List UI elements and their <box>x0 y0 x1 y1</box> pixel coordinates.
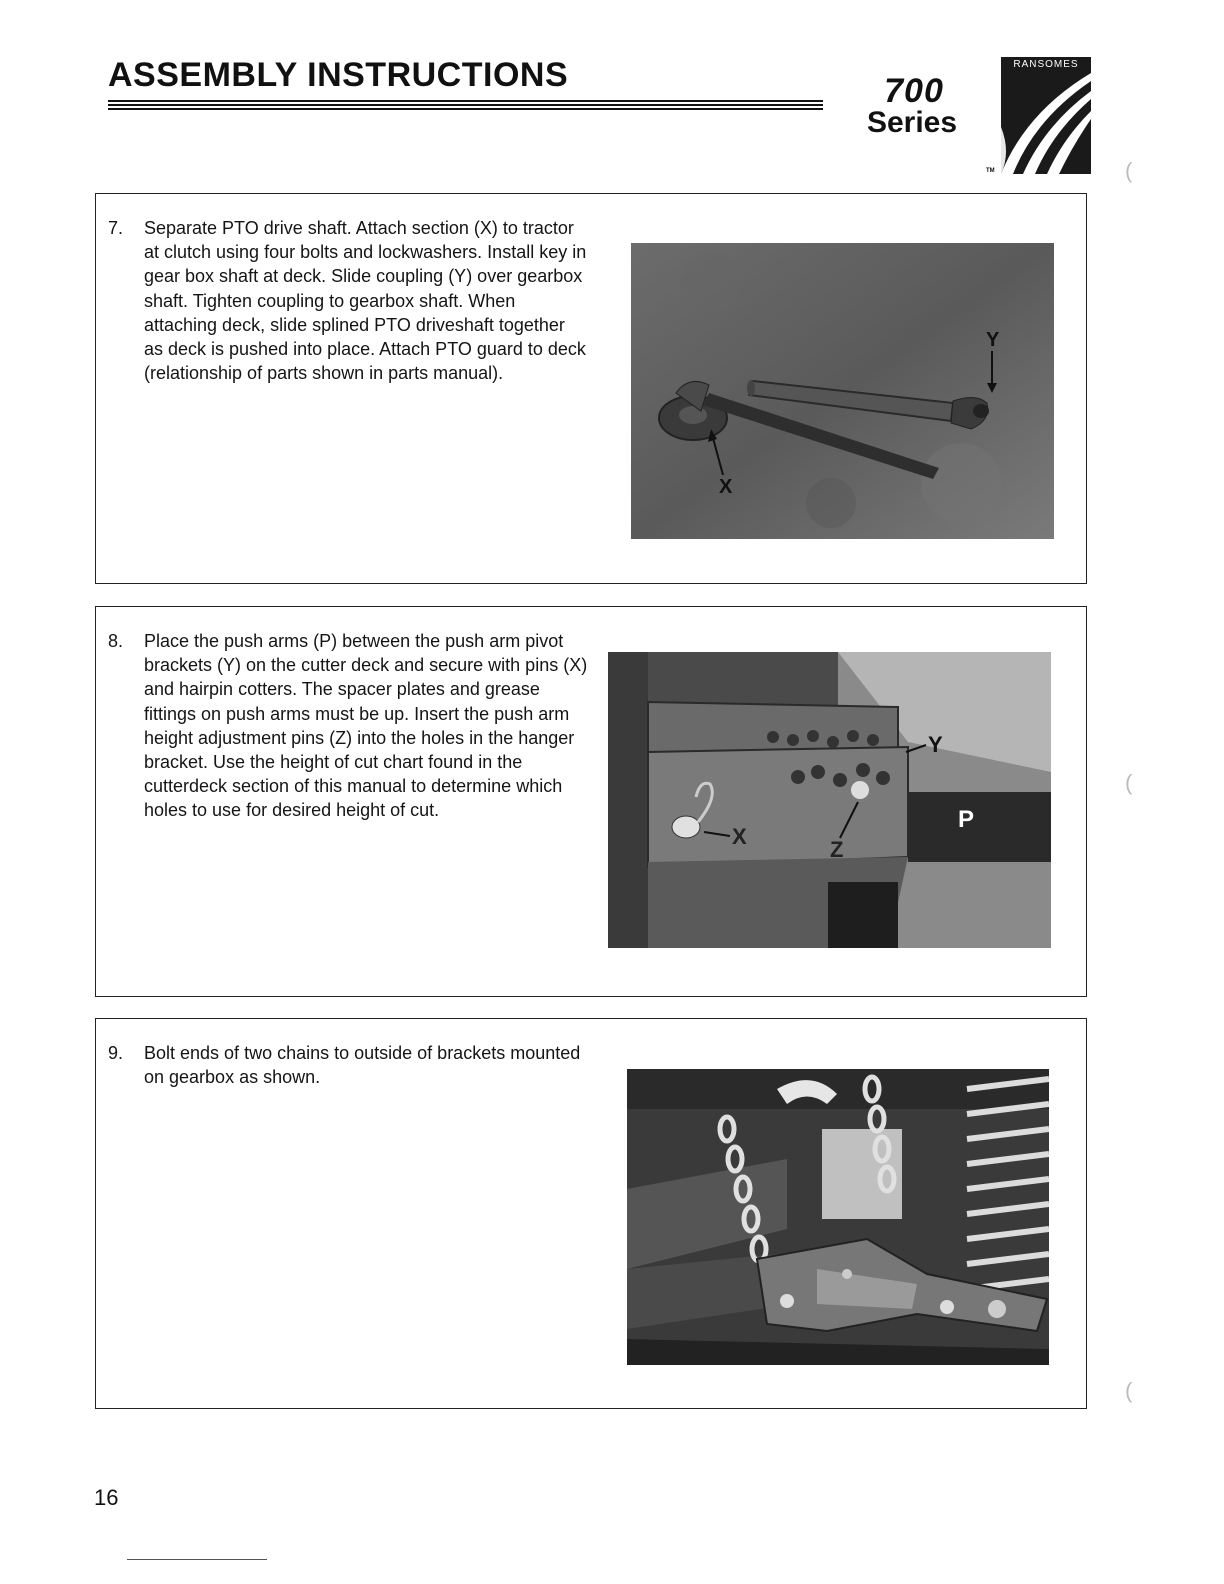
step-text: Bolt ends of two chains to outside of brackets mounted on gearbox as shown. <box>144 1043 581 1088</box>
scan-margin-mark: ( <box>1125 770 1133 795</box>
step-text: Separate PTO drive shaft. Attach section (X) to tractor at clutch using four bolts and lockwashers. Install key in gear box shaft at deck. Slide coupling (Y) over gearbox shaft. Tighten coupling to gearbox shaft. When attaching deck, slide splined PTO driveshaft together as deck is pushed into place. Attach PTO guard to deck (relationship of parts shown in parts manual). <box>144 218 587 384</box>
step-8-panel <box>95 606 1087 997</box>
step-number: 9. <box>108 1043 124 1063</box>
callout-p: P <box>958 806 975 833</box>
callout-y: Y <box>928 732 943 757</box>
scan-margin-mark: ( <box>1125 1378 1133 1403</box>
pto-driveshaft-photo <box>631 243 1054 539</box>
page-number: 16 <box>94 1485 119 1510</box>
ransomes-logo <box>1001 57 1091 174</box>
callout-x: X <box>732 824 747 849</box>
gearbox-chains-photo <box>627 1069 1049 1365</box>
callout-y: Y <box>986 329 1000 351</box>
step-text: Place the push arms (P) between the push arm pivot brackets (Y) on the cutter deck and secure with pins (X) and hairpin cotters. The spacer plates and grease fittings on push arms must be up. Insert the push arm height adjustment pins (Z) into the holes in the hanger bracket. Use the height of cut chart found in the cutterdeck section of this manual to determine which holes to use for desired height of cut. <box>144 631 588 821</box>
step-9-panel <box>95 1018 1087 1409</box>
step-number: 8. <box>108 631 124 651</box>
push-arm-bracket-photo <box>608 652 1051 948</box>
callout-x: X <box>719 476 733 498</box>
header-rule <box>108 100 823 112</box>
page-title: ASSEMBLY INSTRUCTIONS <box>108 56 569 94</box>
scan-margin-mark: ( <box>1125 158 1133 183</box>
footer-line <box>127 1559 267 1560</box>
step-7-panel <box>95 193 1087 584</box>
series-label: Series <box>866 106 958 139</box>
step-number: 7. <box>108 218 124 238</box>
callout-z: Z <box>830 837 844 862</box>
series-number: 700 <box>884 72 944 110</box>
trademark-mark: TM <box>986 168 995 174</box>
brand-name: RANSOMES <box>1013 59 1079 70</box>
